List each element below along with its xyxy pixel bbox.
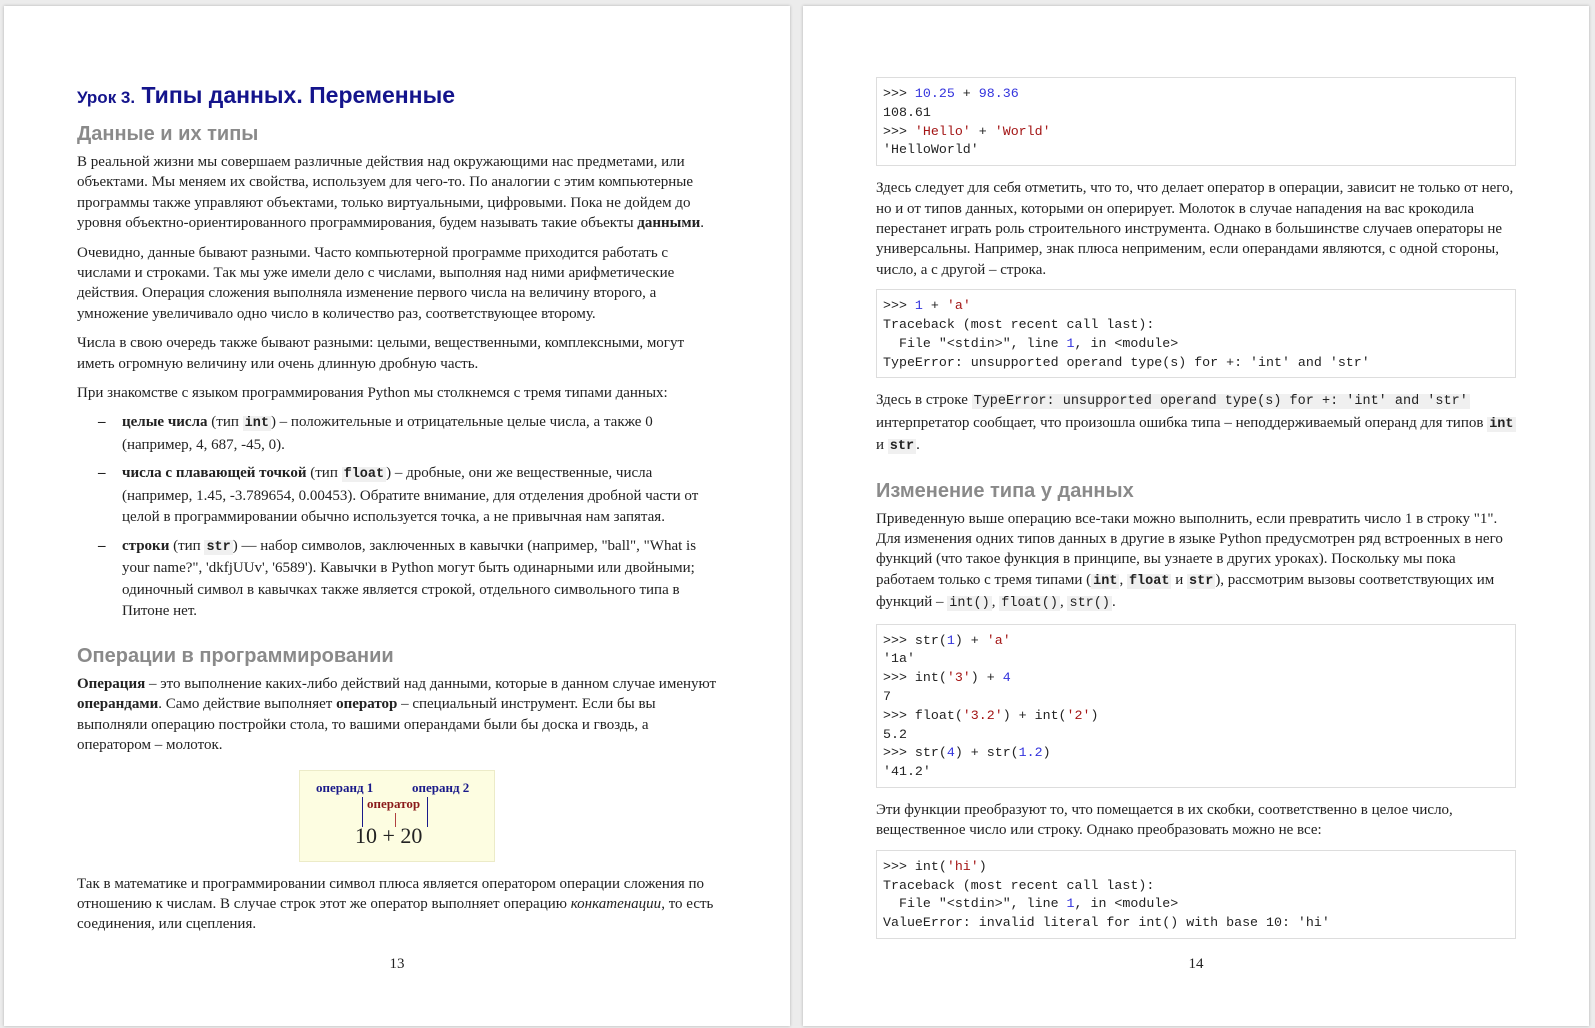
operand-1-label: операнд 1 (316, 779, 374, 795)
inline-code: str() (1069, 596, 1110, 612)
code-token: >>> float( (883, 707, 963, 723)
code-token: ) + (970, 670, 1003, 686)
code-token: ) + int( (1002, 707, 1067, 723)
lesson-title-text: Типы данных. Переменные (141, 82, 456, 108)
paragraph (876, 178, 1516, 280)
code-line (883, 335, 1509, 354)
code-token: '2' (1066, 707, 1091, 723)
page-13 (4, 6, 790, 1026)
inline-code: int() (949, 596, 990, 612)
code-token: ValueError: invalid literal for int() with base 10: 'hi' (883, 915, 1330, 931)
lesson-prefix: Урок 3. (77, 88, 136, 107)
code-line (883, 744, 1509, 763)
text-run: , то есть соединения, или сцепления. (77, 896, 714, 933)
code-token: ) (1090, 707, 1099, 723)
text-run: , (991, 594, 1000, 611)
paragraph (77, 152, 717, 234)
code-token: 'a' (986, 632, 1011, 648)
text-run: Здесь в строке (876, 392, 972, 409)
code-token: '3.2' (962, 707, 1003, 723)
code-line (883, 104, 1509, 123)
section-heading: Изменение типа у данных (876, 479, 1134, 502)
italic-term: конкатенации (570, 896, 662, 912)
code-token: 98.36 (978, 86, 1019, 101)
code-token: 1 (914, 298, 923, 314)
operand-2-label: операнд 2 (412, 779, 470, 795)
code-token: 1 (1066, 335, 1075, 351)
text-run: . (916, 437, 920, 454)
list-item (122, 463, 717, 529)
bold-term: операндами (77, 696, 159, 713)
code-token: 'Hello' (914, 123, 971, 139)
data-types-list (122, 412, 717, 623)
code-line (883, 141, 1509, 160)
inline-code: str (1189, 573, 1214, 589)
text-run: ) – дробные, они же вещественные, числа (например, 1.45, -3.789654, 0.00453). Обратите внимание, для отделения дробной части от целой в программировании обычно используется точка, а не привычная нам запятая. (122, 465, 699, 526)
code-token: 4 (1002, 670, 1011, 686)
inline-code: int (1489, 416, 1514, 432)
code-line (883, 877, 1509, 896)
inline-code: TypeError: unsupported operand type(s) for +: 'int' and 'str' (973, 394, 1468, 410)
code-token: Traceback (most recent call last): (883, 877, 1155, 893)
text-run: Эти функции преобразуют то, что помещается в их скобки, соответственно в целое число, вещественное число или строку. Однако преобразовать можно не все: (876, 802, 1453, 839)
inline-code: float (343, 467, 385, 483)
text-run: Здесь следует для себя отметить, что то, что делает оператор в операции, зависит не только от него, но и от типов данных, которыми он оперирует. Молоток в случае нападения на вас крокодила перестанет играть роль строительного инструмента. Однако в большинстве случаев операторы не универсальны. Например, знак плюса неприменим, если операндами являются, с одной стороны, число, а с другой – строка. (876, 180, 1514, 278)
bold-term: строки (122, 537, 170, 554)
text-run: При знакомстве с языком программирования Python мы столкнемся с тремя типами данных: (77, 385, 668, 402)
code-token: 1 (946, 632, 955, 648)
code-token: 1.2 (1018, 745, 1043, 761)
paragraph (876, 390, 1516, 457)
code-token: + (954, 86, 979, 101)
inline-code: int (244, 416, 269, 432)
code-block (876, 289, 1516, 378)
code-token: 'hi' (946, 858, 979, 874)
text-run: (тип (169, 537, 205, 554)
bold-term: числа с плавающей точкой (122, 465, 307, 482)
code-line (883, 707, 1509, 726)
code-token: + (970, 123, 995, 139)
text-run: , (1059, 594, 1068, 611)
code-token: 4 (946, 745, 955, 761)
text-run: (тип (207, 414, 243, 431)
code-token: ) + (954, 632, 987, 648)
code-token: >>> (883, 123, 915, 139)
code-token: >>> (883, 298, 915, 314)
code-token: 1 (1066, 896, 1075, 912)
text-run: и (876, 437, 888, 454)
text-run: ) — набор символов, заключенных в кавычки (например, "ball", "What is your name?", 'dkfjUUv', '6589'). Кавычки в Python могут быть одинарными или двойными; одиночный символ в кавычках также является строкой, отдельного символьного типа в Питоне нет. (122, 537, 697, 620)
text-run: (тип (306, 465, 342, 482)
code-token: + (922, 298, 947, 314)
bold-term: целые числа (122, 414, 208, 431)
operator-label: оператор (367, 795, 421, 811)
bold-term: оператор (336, 696, 398, 713)
list-item (122, 412, 717, 456)
inline-code: str (889, 439, 915, 455)
code-line (883, 123, 1509, 142)
code-token: ) (1042, 745, 1051, 761)
code-line (883, 669, 1509, 688)
inline-code: str (206, 539, 231, 555)
text-run: ), рассмотрим вызовы соответствующих им функций – (876, 571, 1495, 611)
code-token: File "<stdin>", line (883, 335, 1067, 351)
page-number: 13 (389, 956, 405, 972)
paragraph (77, 674, 717, 756)
code-line (883, 297, 1509, 316)
page-number: 14 (1188, 956, 1204, 972)
code-token: File "<stdin>", line (883, 896, 1067, 912)
text-run: В реальной жизни мы совершаем различные действия над окружающими нас предметами, или объектами. Мы меняем их свойства, используем для чего-то. По аналогии с этим компьютерные программы также управляют объектами, только виртуальными, цифровыми. Пока не дойдем до уровня объектно-ориентированного программирования, будем называть такие объекты (77, 154, 694, 232)
section-heading: Данные и их типы (77, 123, 259, 145)
code-line (883, 650, 1509, 669)
text-run: ) – положительные и отрицательные целые числа, а также 0 (например, 4, 687, -45, 0). (122, 414, 653, 453)
code-block (876, 850, 1516, 939)
inline-code: int (1093, 573, 1118, 589)
bold-term: данными (637, 215, 701, 232)
code-token: , in <module> (1074, 335, 1179, 351)
code-token: 'a' (946, 298, 971, 314)
code-token: '1a' (883, 651, 915, 667)
text-run: . (1112, 594, 1116, 611)
code-line (883, 85, 1509, 104)
text-run: – специальный инструмент. Если бы вы выполняли операцию постройки стола, то вашими операндами были бы доска и гвоздь, а оператором – молоток. (77, 696, 656, 754)
code-token: 10.25 (914, 86, 955, 101)
code-token: , in <module> (1074, 896, 1179, 912)
operation-diagram (299, 770, 495, 862)
code-token: >>> str( (883, 632, 947, 648)
bold-term: Операция (77, 675, 146, 692)
code-token: '41.2' (883, 764, 931, 780)
list-item (122, 536, 717, 623)
text-run: – это выполнение каких-либо действий над данными, которые в данном случае именуют (145, 675, 717, 692)
code-token: 7 (883, 689, 891, 705)
text-run: , (1119, 571, 1127, 588)
paragraph (77, 874, 717, 935)
text-run: Приведенную выше операцию все-таки можно выполнить, если превратить число 1 в строку "1". Для изменения одних типов данных в другие в языке Python предусмотрен ряд встроенных в него функций (что такое функция в принципе, вы узнаете в других уроках). Поскольку мы пока работаем только с тремя типами ( (876, 510, 1503, 588)
expression: 10 + 20 (355, 822, 423, 848)
code-token: 'World' (994, 123, 1051, 139)
code-line (883, 688, 1509, 707)
code-line (883, 726, 1509, 745)
paragraph (876, 800, 1516, 841)
code-token: TypeError: unsupported operand type(s) for +: 'int' and 'str' (883, 354, 1370, 370)
code-token: 108.61 (883, 104, 931, 120)
text-run: Числа в свою очередь также бывают разными: целыми, вещественными, комплексными, могут иметь огромную величину или очень длинную дробную часть. (77, 335, 685, 372)
code-token: >>> str( (883, 745, 947, 761)
lesson-title (77, 82, 717, 109)
text-run: Так в математике и программировании символ плюса является оператором операции сложения по отношению к числам. В случае строк этот же оператор выполняет операцию (77, 875, 705, 912)
text-run: интерпретатор сообщает, что произошла ошибка типа – неподдерживаемый операнд для типов (876, 414, 1488, 431)
page-14 (803, 6, 1589, 1026)
text-run: Очевидно, данные бывают разными. Часто компьютерной программе приходится работать с числами и строками. Так мы уже имели дело с числами, выполняя над ними арифметические действия. Операция сложения выполняла изменение первого числа на величину второго, а умножение увеличивало одно число в количество раз, соответствующее второму. (77, 244, 675, 322)
code-token: ) + str( (954, 745, 1019, 761)
inline-code: float (1128, 573, 1170, 589)
inline-code: float() (1001, 596, 1058, 612)
text-run: и (1171, 571, 1187, 588)
paragraph (77, 383, 717, 403)
code-line (883, 895, 1509, 914)
section-heading: Операции в программировании (77, 644, 394, 667)
paragraph (77, 243, 717, 325)
code-line (883, 858, 1509, 877)
code-token: 'HelloWorld' (883, 142, 979, 158)
code-token: Traceback (most recent call last): (883, 317, 1155, 333)
code-line (883, 914, 1509, 933)
code-token: >>> int( (883, 670, 947, 686)
text-run: . Само действие выполняет (158, 696, 337, 713)
code-token: >>> (883, 86, 915, 101)
code-token: 5.2 (883, 726, 907, 742)
code-token: '3' (946, 670, 971, 686)
paragraph (77, 333, 717, 374)
code-line (883, 354, 1509, 373)
paragraph (876, 509, 1516, 615)
code-line (883, 763, 1509, 782)
code-block (876, 77, 1516, 166)
operand-2-line (427, 797, 428, 827)
text-run: . (700, 215, 704, 232)
code-line (883, 316, 1509, 335)
code-line (883, 632, 1509, 651)
code-token: ) (978, 858, 987, 874)
code-token: >>> int( (883, 858, 947, 874)
code-block (876, 624, 1516, 788)
